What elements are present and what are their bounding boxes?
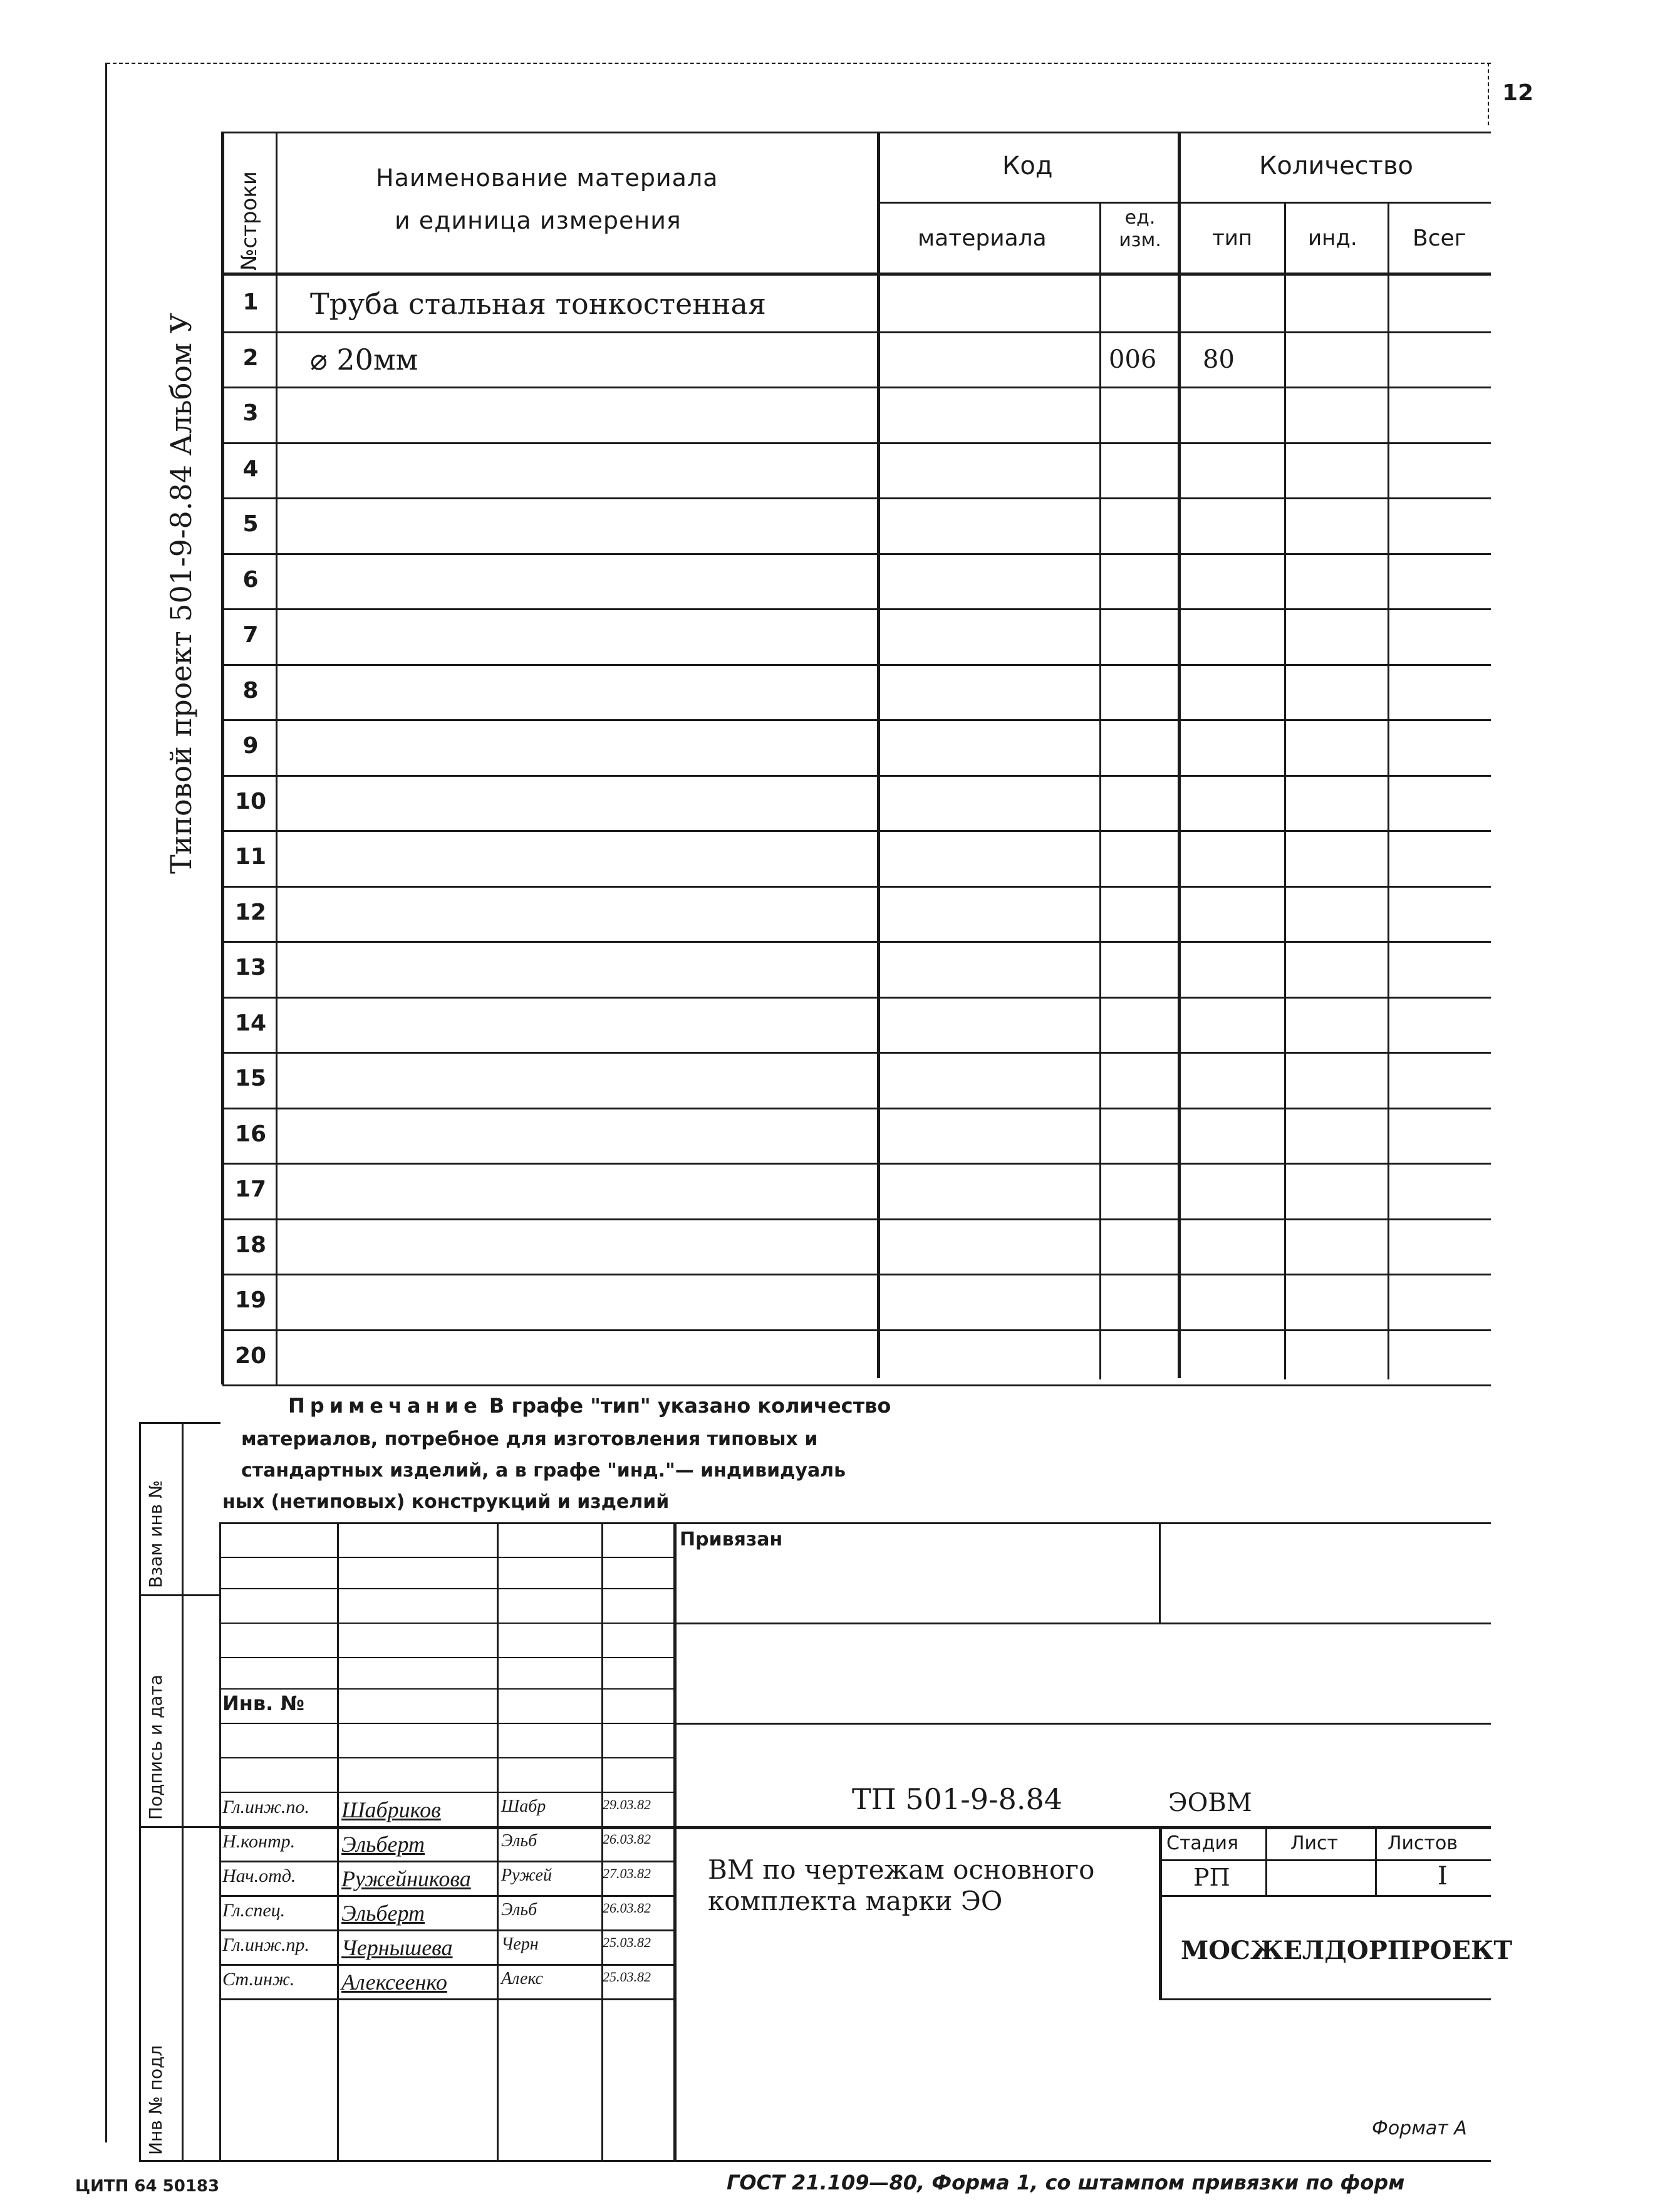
stamp-row-7 — [219, 1757, 673, 1758]
sig-name: Ружейникова — [341, 1866, 471, 1891]
stamp-sig-r4 — [219, 1964, 673, 1966]
sig-name: Эльберт — [341, 1901, 425, 1926]
row-number: 20 — [234, 1343, 267, 1369]
table-row-line — [222, 886, 1491, 888]
stamp-row-2 — [219, 1588, 673, 1589]
sig-signature: Шабр — [501, 1797, 546, 1816]
row-number: 6 — [242, 567, 259, 593]
stamp-col-a — [337, 1522, 339, 2161]
table-row-line — [222, 1108, 1491, 1109]
stamp-row-6 — [219, 1723, 673, 1724]
header-code: Код — [1002, 152, 1053, 180]
row-number: 10 — [234, 789, 267, 814]
strip-podpis: Подпись и дата — [145, 1675, 166, 1820]
stamp-title-1: ВМ по чертежам основного — [708, 1854, 1095, 1885]
footer-format: Формат А — [1372, 2117, 1467, 2139]
stamp-org-bot — [1159, 1998, 1491, 2000]
table-top-line — [222, 132, 1491, 133]
header-code-unit: ед. изм. — [1119, 207, 1161, 251]
table-row-line — [222, 719, 1491, 721]
row-number: 17 — [234, 1176, 267, 1202]
header-name-line2: и единица измерения — [395, 207, 682, 234]
stamp-stage-mid — [1159, 1859, 1491, 1861]
sig-name: Эльберт — [341, 1832, 425, 1857]
stamp-right-2 — [673, 1723, 1491, 1725]
strip-vzam: Взам инв № — [145, 1480, 166, 1588]
stamp-sig-r1 — [219, 1861, 673, 1862]
col-line-left — [221, 132, 224, 1384]
stamp-stage-value: РП — [1193, 1864, 1230, 1891]
row-number: 2 — [242, 345, 259, 371]
strip-right-line — [182, 1422, 184, 2161]
sig-role: Гл.инж.по. — [222, 1797, 309, 1817]
note-line-4: ных (нетиповых) конструкций и изделий — [222, 1491, 670, 1513]
stamp-organization: МОСЖЕЛДОРПРОЕКТ — [1181, 1936, 1513, 1965]
table-row-line — [222, 1274, 1491, 1275]
stamp-title-2: комплекта марки ЭО — [708, 1886, 1003, 1916]
frame-top — [106, 63, 1491, 64]
stamp-mark: ЭОВМ — [1168, 1789, 1252, 1817]
row-number: 16 — [234, 1121, 267, 1147]
stamp-sig-top — [219, 1826, 1491, 1829]
row-number: 18 — [234, 1232, 267, 1258]
sig-date: 26.03.82 — [603, 1831, 651, 1847]
page-number: 12 — [1502, 80, 1534, 106]
stamp-row-1 — [219, 1557, 673, 1558]
col-line-name — [877, 132, 880, 1378]
strip-inv-podl: Инв № подл — [145, 2045, 166, 2155]
stamp-sig-r3 — [219, 1929, 673, 1931]
sig-date: 29.03.82 — [603, 1797, 651, 1812]
table-row-line — [222, 331, 1491, 333]
table-row-line — [222, 1163, 1491, 1165]
sig-role: Н.контр. — [222, 1831, 296, 1852]
table-row-line — [222, 608, 1491, 610]
row-number: 7 — [242, 622, 259, 648]
note-text-1: В графе "тип" указано количество — [489, 1394, 891, 1418]
row-qty-type: 80 — [1203, 345, 1235, 374]
table-row-line — [222, 442, 1491, 444]
sig-signature: Эльб — [501, 1900, 537, 1919]
stamp-top — [219, 1522, 1491, 1524]
stamp-bottom — [219, 2160, 1491, 2162]
table-row-line — [222, 553, 1491, 555]
stamp-sheets-value: I — [1438, 1862, 1448, 1891]
col-line-ind — [1388, 202, 1389, 1379]
sig-name: Шабриков — [341, 1797, 441, 1822]
table-row-line — [222, 775, 1491, 777]
table-row-line — [222, 941, 1491, 943]
stamp-row-3 — [219, 1623, 673, 1624]
sig-role: Ст.инж. — [222, 1969, 295, 1990]
footer-gost: ГОСТ 21.109—80, Форма 1, со штампом привязки по форм — [727, 2171, 1405, 2194]
frame-right — [1488, 63, 1489, 125]
row-number: 4 — [242, 456, 259, 482]
row-number: 14 — [234, 1010, 267, 1036]
stamp-stage-bot — [1159, 1895, 1491, 1897]
sig-signature: Эльб — [501, 1831, 537, 1851]
header-row-no: №строки — [237, 171, 262, 271]
sig-date: 26.03.82 — [603, 1900, 651, 1916]
stamp-sheets-label: Листов — [1388, 1832, 1458, 1854]
header-name-line1: Наименование материала — [376, 164, 718, 192]
sig-role: Гл.инж.пр. — [222, 1934, 309, 1955]
row-number: 19 — [234, 1287, 267, 1313]
table-row-line — [222, 664, 1491, 666]
note-heading: Примечание — [288, 1394, 482, 1418]
sig-signature: Черн — [501, 1934, 539, 1954]
sig-signature: Ружей — [501, 1866, 552, 1885]
stamp-col-e — [1159, 1522, 1161, 1623]
col-line-unit — [1178, 132, 1181, 1378]
stamp-stage-left — [1159, 1826, 1162, 2000]
sig-date: 27.03.82 — [603, 1866, 651, 1881]
table-row-line — [222, 497, 1491, 499]
note-line-3: стандартных изделий, а в графе "инд."— индивидуаль — [241, 1460, 846, 1482]
sig-role: Нач.отд. — [222, 1866, 296, 1886]
table-row-line — [222, 1329, 1491, 1331]
table-row-line — [222, 830, 1491, 832]
row-number: 5 — [242, 511, 259, 537]
row-material-name: Труба стальная тонкостенная — [310, 287, 767, 321]
stamp-stage-label: Стадия — [1166, 1832, 1239, 1854]
sig-role: Гл.спец. — [222, 1900, 286, 1921]
stamp-privyazan: Привязан — [680, 1529, 783, 1550]
strip-left-line — [139, 1422, 141, 2161]
header-qty-type: тип — [1212, 226, 1253, 251]
stamp-right-1 — [673, 1623, 1491, 1624]
col-line-code — [1099, 202, 1101, 1379]
header-qty: Количество — [1259, 152, 1414, 180]
note-line-2: материалов, потребное для изготовления типовых и — [241, 1428, 818, 1450]
stamp-col-d — [673, 1522, 677, 2161]
table-row-line — [222, 387, 1491, 388]
frame-left — [105, 63, 107, 2142]
stamp-inv-no: Инв. № — [222, 1691, 304, 1715]
table-row-line — [222, 1384, 1491, 1386]
header-qty-ind: инд. — [1308, 226, 1357, 251]
strip-div-2 — [139, 1826, 220, 1828]
row-material-name: ⌀ 20мм — [310, 343, 418, 376]
header-bottom-line — [222, 273, 1491, 276]
sig-name: Алексеенко — [341, 1970, 447, 1995]
header-code-material: материала — [918, 226, 1047, 251]
stamp-row-5 — [219, 1688, 673, 1690]
header-qty-total: Всег — [1413, 226, 1466, 251]
stamp-sig-r2 — [219, 1895, 673, 1897]
note-line-1 — [288, 1394, 891, 1418]
row-number: 11 — [234, 844, 267, 870]
sig-signature: Алекс — [501, 1969, 543, 1988]
stamp-col-b — [497, 1522, 499, 2161]
row-number: 1 — [242, 289, 259, 315]
row-unit-code: 006 — [1109, 345, 1157, 374]
sig-date: 25.03.82 — [603, 1969, 651, 1985]
side-title: Типовой проект 501-9-8.84 Альбом У — [164, 313, 198, 874]
row-number: 8 — [242, 678, 259, 704]
stamp-sig-r5 — [219, 1998, 673, 2000]
table-row-line — [222, 997, 1491, 999]
col-line-rowno — [276, 132, 278, 1384]
stamp-row-8 — [219, 1792, 673, 1793]
stamp-sheet-label: Лист — [1290, 1832, 1339, 1854]
row-number: 3 — [242, 400, 259, 426]
stamp-left — [219, 1522, 221, 2161]
strip-bottom — [139, 2160, 220, 2162]
row-number: 12 — [234, 900, 267, 925]
strip-top — [139, 1422, 220, 1424]
col-line-type — [1284, 202, 1286, 1379]
row-number: 9 — [242, 733, 259, 759]
table-row-line — [222, 1218, 1491, 1220]
table-row-line — [222, 1052, 1491, 1054]
row-number: 15 — [234, 1066, 267, 1091]
stamp-doc-code: ТП 501-9-8.84 — [852, 1782, 1062, 1816]
sig-date: 25.03.82 — [603, 1934, 651, 1950]
stamp-row-4 — [219, 1657, 673, 1658]
sig-name: Чернышева — [341, 1935, 453, 1960]
header-sub-line — [880, 202, 1491, 204]
footer-left-code: ЦИТП 64 50183 — [75, 2177, 220, 2196]
row-number: 13 — [234, 955, 267, 980]
